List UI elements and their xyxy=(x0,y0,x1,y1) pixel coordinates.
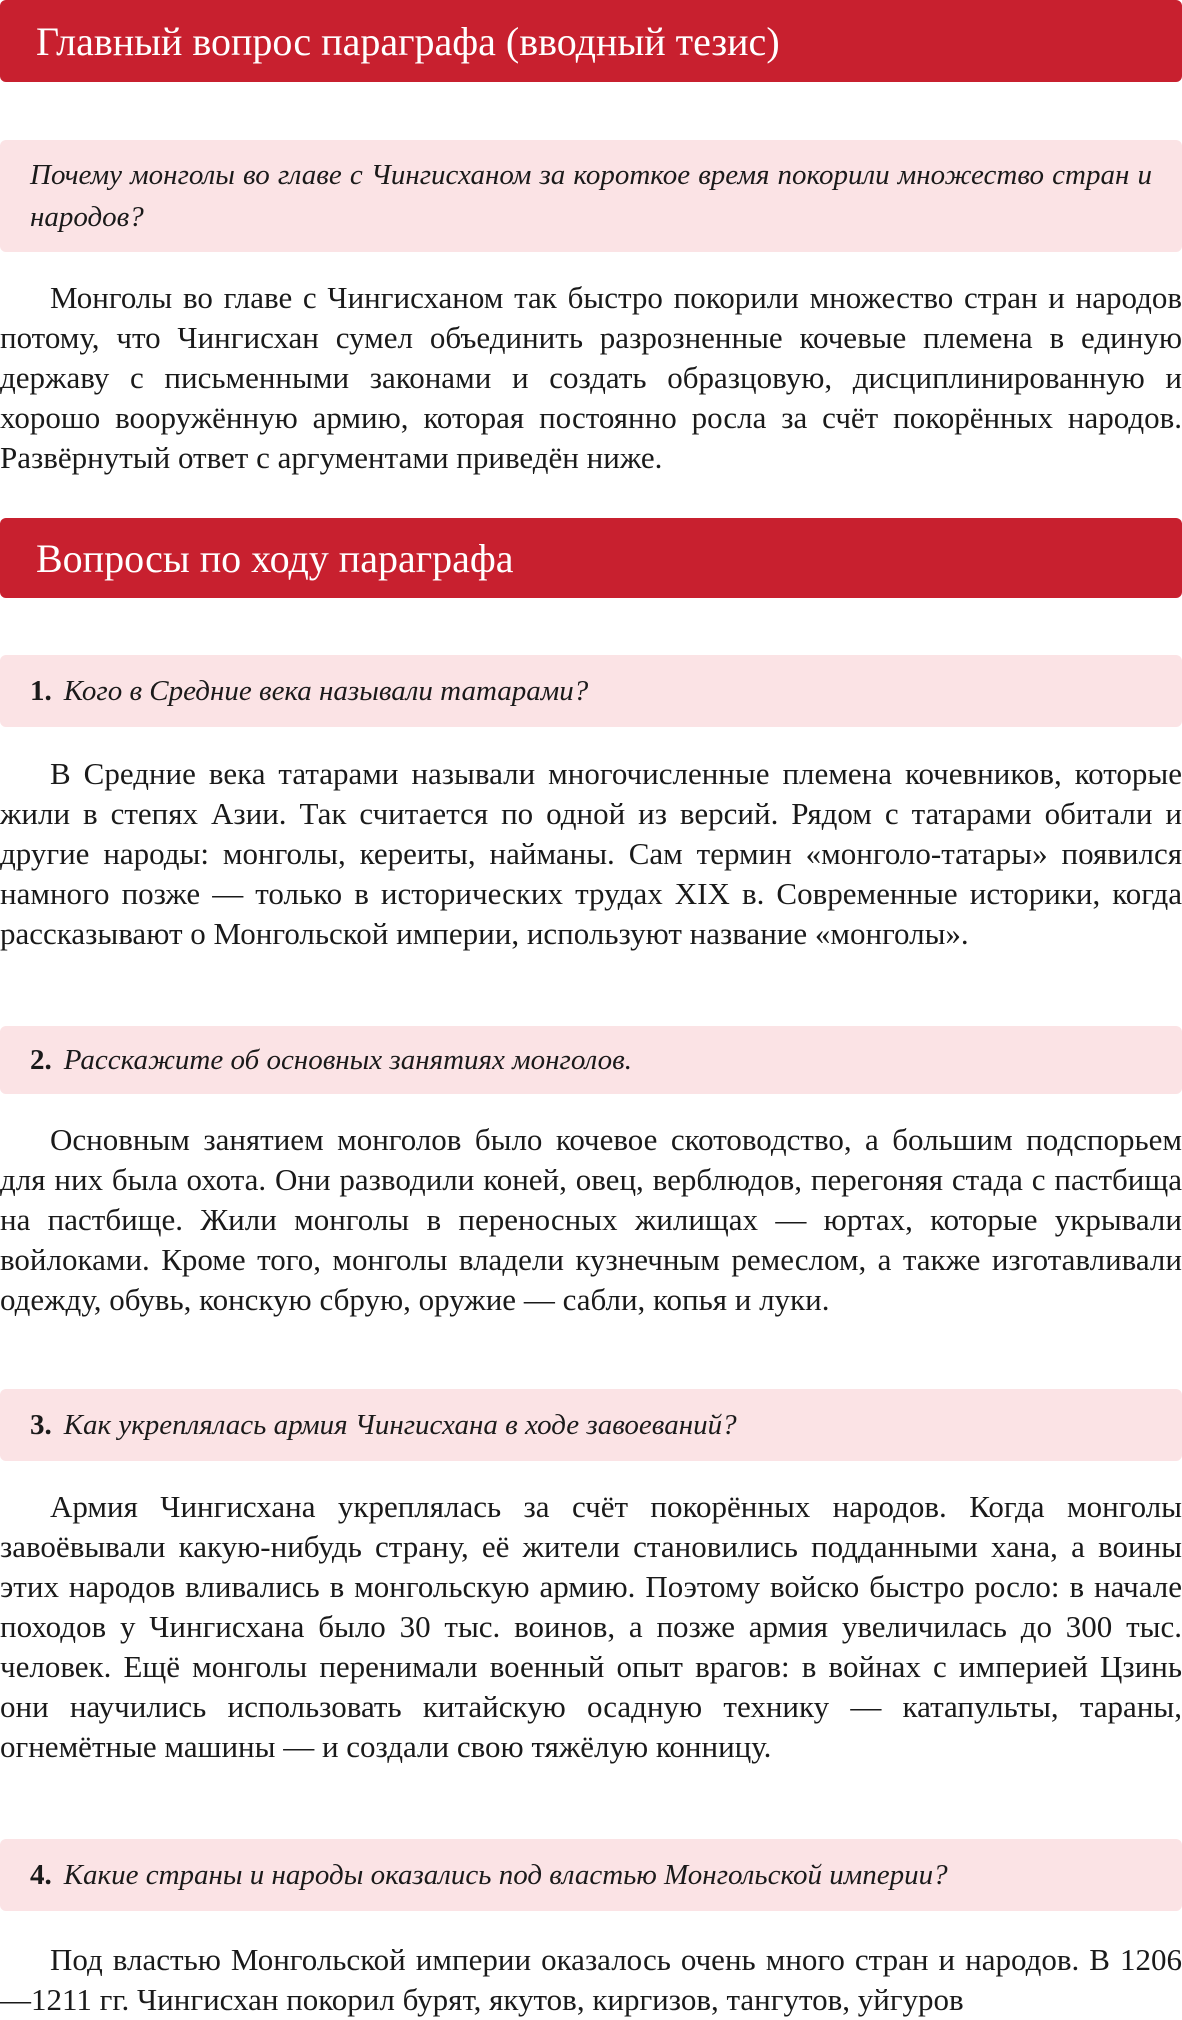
question-box-2 xyxy=(0,1026,1182,1094)
question-text-3: Как укреплялась армия Чингисхана в ходе завоеваний? xyxy=(63,1409,737,1441)
section-header-main-question xyxy=(0,0,1182,82)
question-number-3: 3. xyxy=(30,1409,52,1441)
question-box-1 xyxy=(0,655,1182,727)
main-answer-paragraph: Монголы во главе с Чингисханом так быстро покорили множество стран и народов потому, что Чингисхан сумел объединить разрозненные кочевые племена в единую державу с письменными законами и создать образцовую, дисциплинированную и хорошо вооружённую армию, которая постоянно росла за счёт покорённых народов. Развёрнутый ответ с аргументами приведён ниже. xyxy=(0,280,1182,475)
section-header-questions-title: Вопросы по ходу параграфа xyxy=(36,535,514,581)
main-question-box xyxy=(0,140,1182,252)
question-text-4: Какие страны и народы оказались под властью Монгольской империи? xyxy=(63,1859,948,1891)
answer-paragraph-4: Под властью Монгольской империи оказалось очень много стран и народов. В 1206—1211 гг. Чингисхан покорил бурят, якутов, киргизов, тангутов, уйгуров xyxy=(0,1942,1182,2017)
answer-paragraph-2: Основным занятием монголов было кочевое скотоводство, а большим подспорьем для них была охота. Они разводили коней, овец, верблюдов, перегоняя стада с пастбища на пастбище. Жили монголы в переносных жилищах — юртах, которые укрывали войлоками. Кроме того, монголы владели кузнечным ремеслом, а также изготавливали одежду, обувь, конскую сбрую, оружие — сабли, копья и луки. xyxy=(0,1122,1182,1317)
question-number-4: 4. xyxy=(30,1859,52,1891)
section-header-questions xyxy=(0,518,1182,598)
question-text-1: Кого в Средние века называли татарами? xyxy=(63,675,589,707)
question-number-1: 1. xyxy=(30,675,52,707)
question-box-3 xyxy=(0,1389,1182,1461)
answer-paragraph-1: В Средние века татарами называли многочисленные племена кочевников, которые жили в степях Азии. Так считается по одной из версий. Рядом с татарами обитали и другие народы: монголы, кереиты, найманы. Сам термин «монголо-татары» появился намного позже — только в исторических трудах XIX в. Современные историки, когда рассказывают о Монгольской империи, используют название «монголы». xyxy=(0,756,1182,951)
question-box-4 xyxy=(0,1839,1182,1911)
answer-paragraph-3: Армия Чингисхана укреплялась за счёт покорённых народов. Когда монголы завоёвывали какую-нибудь страну, её жители становились подданными хана, а воины этих народов вливались в монгольскую армию. Поэтому войско быстро росло: в начале походов у Чингисхана было 30 тыс. воинов, а позже армия увеличилась до 300 тыс. человек. Ещё монголы перенимали военный опыт врагов: в войнах с империей Цзинь они научились использовать китайскую осадную технику — катапульты, тараны, огнемётные машины — и создали свою тяжёлую конницу. xyxy=(0,1489,1182,1764)
question-text-2: Расскажите об основных занятиях монголов. xyxy=(63,1044,632,1076)
section-header-main-question-title: Главный вопрос параграфа (вводный тезис) xyxy=(36,18,780,64)
main-question-text: Почему монголы во главе с Чингисханом за короткое время покорили множество стран и народов? xyxy=(30,159,1152,233)
question-number-2: 2. xyxy=(30,1044,52,1076)
